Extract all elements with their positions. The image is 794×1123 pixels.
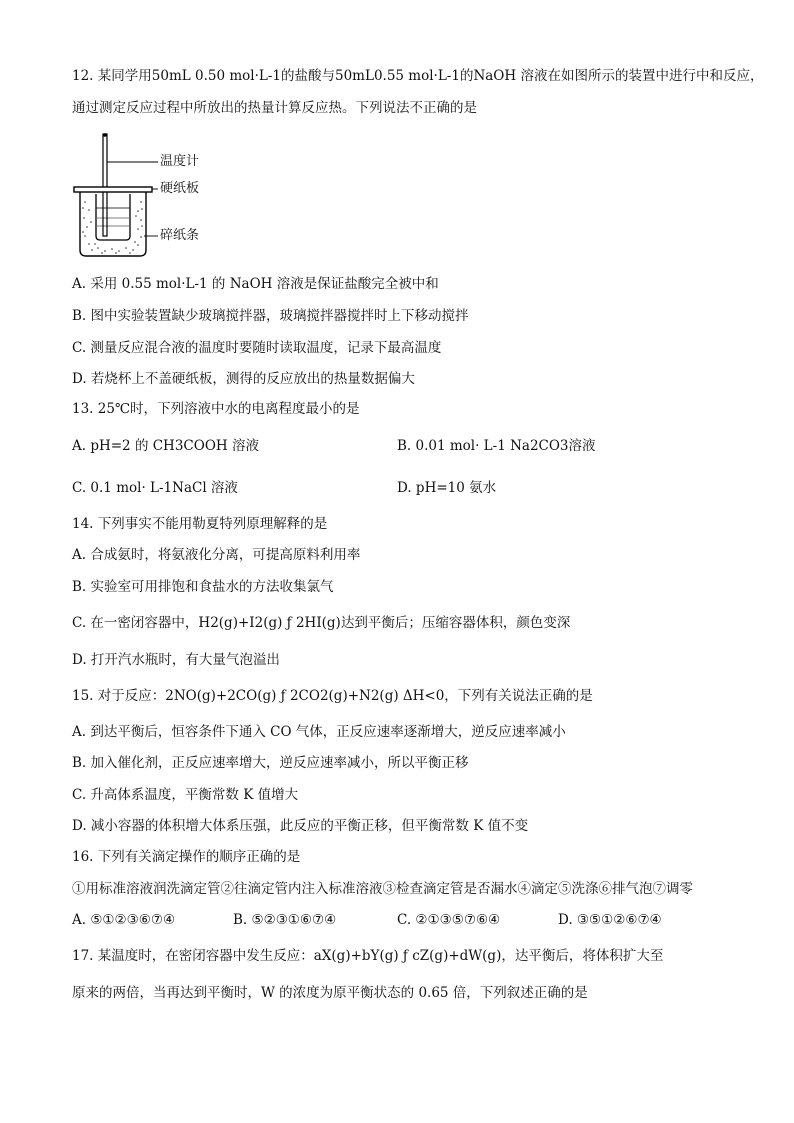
- q12-option-d: D. 若烧杯上不盖硬纸板，测得的反应放出的热量数据偏大: [72, 371, 415, 387]
- q16-steps: ①用标准溶液润洗滴定管②往滴定管内注入标准溶液③检查滴定管是否漏水④滴定⑤洗涤⑥排气泡⑦调零: [72, 881, 693, 897]
- q15-option-c: C. 升高体系温度，平衡常数 K 值增大: [72, 787, 299, 803]
- q14-stem: 14. 下列事实不能用勒夏特列原理解释的是: [72, 516, 328, 532]
- q13-stem: 13. 25℃时，下列溶液中水的电离程度最小的是: [72, 401, 360, 417]
- q12-option-b: B. 图中实验装置缺少玻璃搅拌器，玻璃搅拌器搅拌时上下移动搅拌: [72, 308, 469, 324]
- q14-option-b: B. 实验室可用排饱和食盐水的方法收集氯气: [72, 579, 334, 595]
- q13-option-a: A. pH=2 的 CH3COOH 溶液: [72, 438, 259, 454]
- paper-strips-label: 碎纸条: [160, 228, 200, 243]
- q14-option-a: A. 合成氨时，将氨液化分离，可提高原料利用率: [72, 547, 361, 563]
- q13-option-d: D. pH=10 氨水: [397, 480, 497, 496]
- q13-option-c: C. 0.1 mol· L-1NaCl 溶液: [72, 480, 238, 496]
- q16-option-b: B. ⑤②③①⑥⑦④: [233, 912, 337, 928]
- q15-option-d: D. 减小容器的体积增大体系压强，此反应的平衡正移，但平衡常数 K 值不变: [72, 818, 529, 834]
- q15-option-a: A. 到达平衡后，恒容条件下通入 CO 气体，正反应速率逐渐增大，逆反应速率减小: [72, 724, 566, 740]
- cardboard-label: 硬纸板: [160, 181, 200, 196]
- q16-option-a: A. ⑤①②③⑥⑦④: [72, 912, 176, 928]
- thermometer-label: 温度计: [160, 154, 200, 169]
- q12-stem-line1: 12. 某同学用50mL 0.50 mol·L-1的盐酸与50mL0.55 mol·L-1的NaOH 溶液在如图所示的装置中进行中和反应，: [72, 68, 764, 84]
- q16-stem: 16. 下列有关滴定操作的顺序正确的是: [72, 849, 301, 865]
- q12-option-a: A. 采用 0.55 mol·L-1 的 NaOH 溶液是保证盐酸完全被中和: [72, 276, 439, 292]
- q12-stem-line2: 通过测定反应过程中所放出的热量计算反应热。下列说法不正确的是: [72, 100, 477, 116]
- q14-option-d: D. 打开汽水瓶时，有大量气泡溢出: [72, 652, 280, 668]
- q13-option-b: B. 0.01 mol· L-1 Na2CO3溶液: [397, 438, 596, 454]
- q16-option-d: D. ③⑤①②⑥⑦④: [558, 912, 662, 928]
- calorimeter-diagram: [72, 132, 232, 264]
- q17-stem-line2: 原来的两倍，当再达到平衡时，W 的浓度为原平衡状态的 0.65 倍，下列叙述正确的是: [72, 985, 588, 1001]
- q14-option-c: C. 在一密闭容器中，H2(g)+I2(g) ƒ 2HI(g)达到平衡后；压缩容器体积，颜色变深: [72, 615, 571, 631]
- calorimeter-figure: [72, 132, 232, 264]
- q17-stem-line1: 17. 某温度时，在密闭容器中发生反应：aX(g)+bY(g) ƒ cZ(g)+dW(g)，达平衡后，将体积扩大至: [72, 948, 664, 964]
- q15-stem: 15. 对于反应：2NO(g)+2CO(g) ƒ 2CO2(g)+N2(g) ΔH<0，下列有关说法正确的是: [72, 688, 593, 704]
- q12-option-c: C. 测量反应混合液的温度时要随时读取温度，记录下最高温度: [72, 340, 442, 356]
- q16-option-c: C. ②①③⑤⑦⑥④: [397, 912, 501, 928]
- q15-option-b: B. 加入催化剂，正反应速率增大，逆反应速率减小，所以平衡正移: [72, 755, 469, 771]
